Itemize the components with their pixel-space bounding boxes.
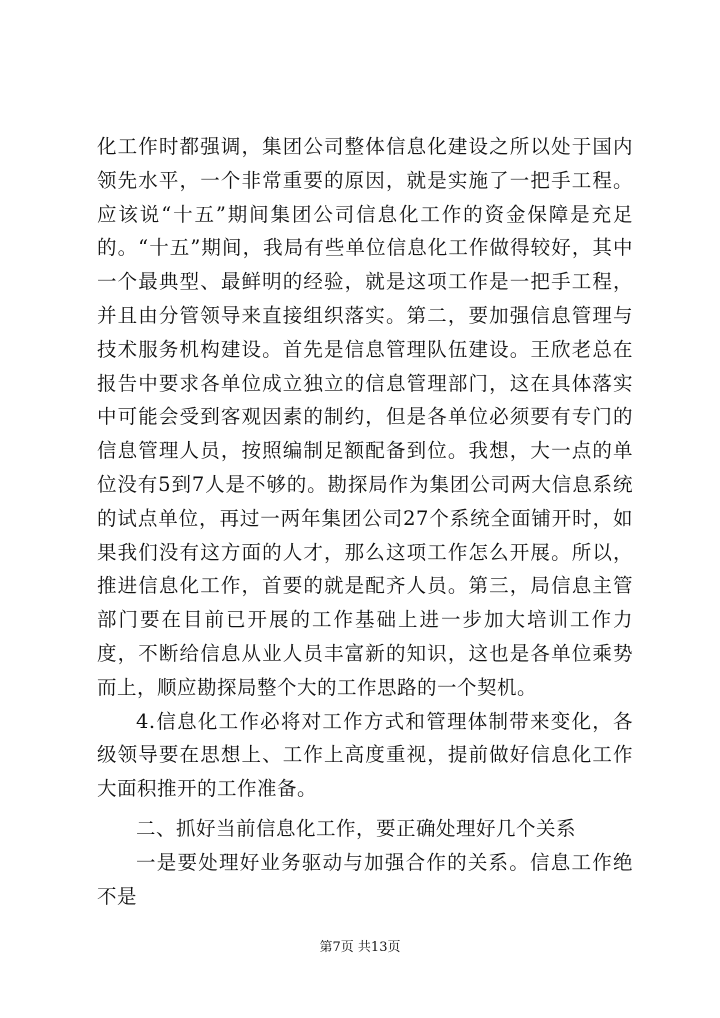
paragraph-continuation: 化工作时都强调，集团公司整体信息化建设之所以处于国内领先水平，一个非常重要的原因，就是实施了一把手工程。应该说“十五”期间集团公司信息化工作的资金保障是充足的。“十五”期间，我局有些单位信息化工作做得较好，其中一个最典型、最鲜明的经验，就是这项工作是一把手工程，并且由分管领导来直接组织落实。第二，要加强信息管理与技术服务机构建设。首先是信息管理队伍建设。王欣老总在报告中要求各单位成立独立的信息管理部门，这在具体落实中可能会受到客观因素的制约，但是各单位必须要有专门的信息管理人员，按照编制足额配备到位。我想，大一点的单位没有5到7人是不够的。勘探局作为集团公司两大信息系统的试点单位，再过一两年集团公司27个系统全面铺开时，如果我们没有这方面的人才，那么这项工作怎么开展。所以，推进信息化工作，首要的就是配齐人员。第三，局信息主管部门要在目前已开展的工作基础上进一步加大培训工作力度，不断给信息从业人员丰富新的知识，这也是各单位乘势而上，顺应勘探局整个大的工作思路的一个契机。	[97, 135, 633, 699]
page-number-label: 第7页 共13页	[319, 940, 401, 955]
body-text	[97, 130, 633, 913]
section-heading: 二、抓好当前信息化工作，要正确处理好几个关系	[136, 816, 577, 840]
paragraph-item-4: 4.信息化工作必将对工作方式和管理体制带来变化，各级领导要在思想上、工作上高度重视，提前做好信息化工作大面积推开的工作准备。	[97, 709, 633, 801]
page-footer	[0, 940, 720, 956]
paragraph-first-point: 一是要处理好业务驱动与加强合作的关系。信息工作绝不是	[97, 850, 633, 908]
